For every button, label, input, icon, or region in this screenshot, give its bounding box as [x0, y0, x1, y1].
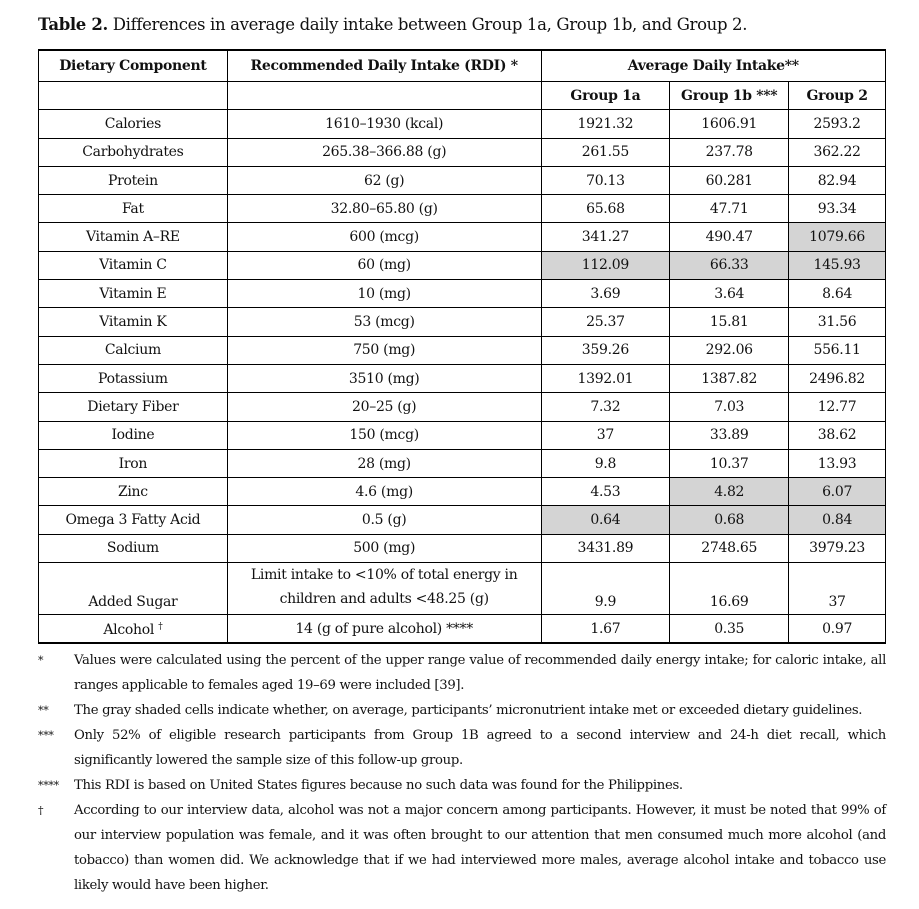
cell-group-1a — [541, 251, 670, 279]
cell-rdi-text: 62 (g) — [363, 172, 405, 189]
table-row — [39, 563, 886, 615]
header-rdi: Recommended Daily Intake (RDI) * — [227, 50, 541, 82]
cell-group-1a-text: 65.68 — [586, 200, 625, 217]
cell-dietary-component — [39, 563, 228, 615]
cell-rdi-text: 14 (g of pure alcohol) **** — [295, 620, 473, 637]
cell-group-1a — [541, 364, 670, 392]
cell-rdi-text: 4.6 (mg) — [355, 483, 413, 500]
cell-group-2 — [789, 534, 886, 562]
footnote-text: The gray shaded cells indicate whether, on average, participants’ micronutrient intake met or exceeded dietary guidelines. — [74, 703, 863, 718]
cell-group-2 — [789, 421, 886, 449]
cell-dietary-component — [39, 336, 228, 364]
cell-group-2 — [789, 563, 886, 615]
cell-group-1b-text: 3.64 — [714, 285, 745, 302]
cell-rdi — [227, 138, 541, 166]
table-row — [39, 308, 886, 336]
cell-group-1a-text: 3.69 — [590, 285, 621, 302]
cell-rdi — [227, 308, 541, 336]
cell-rdi-text: 20–25 (g) — [352, 398, 417, 415]
cell-group-1b-text: 15.81 — [709, 314, 749, 331]
cell-group-1a-text: 112.09 — [581, 257, 629, 274]
header-blank-1 — [39, 82, 228, 110]
table-row — [39, 138, 886, 166]
cell-dietary-component-text: Dietary Fiber — [87, 398, 179, 415]
cell-group-1b — [670, 563, 789, 615]
cell-group-1b — [670, 478, 789, 506]
cell-group-2-text: 37 — [828, 594, 846, 611]
cell-group-1a-text: 0.64 — [590, 512, 621, 529]
cell-group-1a — [541, 478, 670, 506]
table-row — [39, 393, 886, 421]
cell-dietary-component-text: Added Sugar — [88, 594, 178, 611]
cell-rdi — [227, 449, 541, 477]
cell-group-2-text: 2593.2 — [813, 115, 861, 132]
table-footnotes — [38, 648, 886, 898]
cell-group-2 — [789, 110, 886, 138]
cell-dietary-component-text: Iodine — [111, 427, 155, 444]
cell-group-1a-text: 261.55 — [581, 144, 629, 161]
cell-group-1a — [541, 534, 670, 562]
cell-dietary-component — [39, 138, 228, 166]
cell-group-2-text: 362.22 — [813, 144, 861, 161]
cell-rdi-text: 750 (mg) — [353, 342, 416, 359]
intake-table — [38, 49, 886, 644]
cell-group-2 — [789, 251, 886, 279]
cell-group-1b-text: 1606.91 — [701, 115, 758, 132]
cell-group-2-text: 0.97 — [822, 620, 853, 637]
header-blank-2 — [227, 82, 541, 110]
cell-group-1b — [670, 280, 789, 308]
cell-group-1b-text: 10.37 — [709, 455, 749, 472]
table-row — [39, 478, 886, 506]
cell-group-1a — [541, 166, 670, 194]
cell-group-2-text: 556.11 — [813, 342, 861, 359]
cell-rdi — [227, 393, 541, 421]
cell-group-2 — [789, 615, 886, 644]
cell-rdi-text: 265.38–366.88 (g) — [322, 144, 447, 161]
cell-group-2-text: 6.07 — [822, 483, 853, 500]
cell-rdi — [227, 534, 541, 562]
cell-group-1b-text: 2748.65 — [701, 540, 758, 557]
cell-rdi — [227, 251, 541, 279]
dagger-mark: † — [158, 622, 163, 633]
cell-dietary-component — [39, 393, 228, 421]
table-row — [39, 195, 886, 223]
table-row — [39, 615, 886, 644]
cell-rdi — [227, 280, 541, 308]
cell-group-2 — [789, 393, 886, 421]
cell-group-2-text: 82.94 — [817, 172, 857, 189]
cell-group-1a — [541, 280, 670, 308]
cell-rdi-text: 10 (mg) — [357, 285, 411, 302]
cell-group-1b — [670, 223, 789, 251]
cell-group-1a-text: 9.9 — [594, 594, 617, 611]
cell-dietary-component-text: Iron — [118, 455, 148, 472]
table-row — [39, 251, 886, 279]
cell-group-2 — [789, 166, 886, 194]
footnote-text: Only 52% of eligible research participants from Group 1B agreed to a second interview and 24-h diet recall, which significantly lowered the sample size of this follow-up group. — [74, 728, 886, 768]
cell-dietary-component-text: Zinc — [117, 483, 148, 500]
cell-dietary-component — [39, 166, 228, 194]
cell-rdi — [227, 166, 541, 194]
cell-group-1b-text: 16.69 — [709, 594, 749, 611]
cell-group-1a-text: 4.53 — [590, 483, 621, 500]
cell-group-1a-text: 341.27 — [581, 229, 629, 246]
cell-group-1b — [670, 393, 789, 421]
cell-dietary-component-text: Protein — [107, 172, 158, 189]
cell-group-1b-text: 47.71 — [709, 200, 749, 217]
header-average-daily-intake: Average Daily Intake** — [541, 50, 885, 82]
cell-dietary-component — [39, 534, 228, 562]
footnote-mark: † — [38, 804, 44, 817]
cell-group-1a — [541, 421, 670, 449]
cell-group-1b — [670, 166, 789, 194]
footnote — [38, 798, 886, 898]
cell-group-2 — [789, 336, 886, 364]
footnote-text: Values were calculated using the percent of the upper range value of recommended daily energy intake; for caloric intake, all ranges applicable to females aged 19–69 were included [39]. — [74, 653, 886, 693]
cell-group-2 — [789, 138, 886, 166]
cell-rdi-text: Limit intake to <10% of total energy in children and adults <48.25 (g) — [250, 567, 518, 608]
cell-rdi-text: 600 (mcg) — [349, 229, 419, 246]
cell-group-1b-text: 60.281 — [705, 172, 753, 189]
cell-rdi — [227, 223, 541, 251]
cell-group-1a-text: 1921.32 — [577, 115, 634, 132]
cell-dietary-component — [39, 280, 228, 308]
cell-group-1a — [541, 223, 670, 251]
cell-group-1b — [670, 421, 789, 449]
cell-rdi — [227, 506, 541, 534]
cell-group-2 — [789, 195, 886, 223]
cell-dietary-component-text: Calcium — [104, 342, 161, 359]
cell-rdi — [227, 364, 541, 392]
cell-group-2-text: 3979.23 — [809, 540, 865, 557]
cell-group-1a-text: 359.26 — [581, 342, 629, 359]
cell-group-1a — [541, 449, 670, 477]
cell-dietary-component-text: Vitamin E — [99, 285, 167, 302]
cell-group-1b-text: 292.06 — [705, 342, 753, 359]
cell-group-1a-text: 7.32 — [590, 398, 621, 415]
cell-group-2-text: 1079.66 — [809, 229, 865, 246]
cell-dietary-component-text: Carbohydrates — [82, 144, 184, 161]
cell-group-1b — [670, 138, 789, 166]
cell-group-2 — [789, 506, 886, 534]
header-group-1b: Group 1b *** — [670, 82, 789, 110]
cell-rdi-text: 500 (mg) — [353, 540, 416, 557]
cell-rdi-text: 0.5 (g) — [361, 512, 407, 529]
cell-rdi-text: 1610–1930 (kcal) — [325, 115, 444, 132]
cell-rdi-text: 32.80–65.80 (g) — [330, 200, 438, 217]
cell-group-2 — [789, 308, 886, 336]
cell-group-1b-text: 4.82 — [714, 483, 745, 500]
cell-group-1b-text: 490.47 — [705, 229, 753, 246]
caption-text: Differences in average daily intake between Group 1a, Group 1b, and Group 2. — [107, 15, 748, 34]
cell-dietary-component-text: Omega 3 Fatty Acid — [65, 512, 201, 529]
cell-group-1a-text: 1.67 — [590, 620, 621, 637]
table-row — [39, 534, 886, 562]
cell-group-1b-text: 0.68 — [714, 512, 745, 529]
caption-label: Table 2. — [38, 15, 108, 34]
cell-rdi-text: 150 (mcg) — [349, 427, 419, 444]
cell-rdi — [227, 336, 541, 364]
cell-dietary-component-text: Fat — [121, 200, 144, 217]
cell-group-2-text: 2496.82 — [809, 370, 865, 387]
cell-group-2-text: 31.56 — [817, 314, 857, 331]
cell-group-2 — [789, 280, 886, 308]
table-row — [39, 364, 886, 392]
cell-group-1b — [670, 615, 789, 644]
cell-dietary-component — [39, 615, 228, 644]
cell-group-1b-text: 66.33 — [709, 257, 749, 274]
header-group-1a: Group 1a — [541, 82, 670, 110]
cell-rdi — [227, 421, 541, 449]
header-dietary-component: Dietary Component — [39, 50, 228, 82]
footnote-mark: * — [38, 654, 44, 667]
cell-group-1a — [541, 615, 670, 644]
table-caption — [38, 13, 747, 37]
cell-group-1b-text: 33.89 — [709, 427, 749, 444]
cell-group-2-text: 38.62 — [817, 427, 857, 444]
cell-dietary-component-text: Vitamin K — [99, 314, 167, 331]
footnote-mark: ** — [38, 704, 49, 717]
cell-group-1a — [541, 336, 670, 364]
footnote-text: According to our interview data, alcohol was not a major concern among participants. However, it must be noted that 99% of our interview population was female, and it was often brought to our attention that men consumed much more alcohol (and tobacco) than women did. We acknowledge that if we had interviewed more males, average alcohol intake and tobacco use likely would have been higher. — [74, 803, 886, 893]
table-row — [39, 223, 886, 251]
table-row — [39, 506, 886, 534]
cell-group-1b — [670, 364, 789, 392]
cell-group-2 — [789, 364, 886, 392]
cell-group-1a-text: 37 — [596, 427, 614, 444]
footnote — [38, 698, 886, 723]
cell-dietary-component — [39, 110, 228, 138]
header-row-2 — [39, 82, 886, 110]
cell-dietary-component — [39, 478, 228, 506]
cell-dietary-component — [39, 308, 228, 336]
cell-group-1b — [670, 449, 789, 477]
cell-group-1b — [670, 336, 789, 364]
cell-group-2 — [789, 223, 886, 251]
cell-group-1b-text: 237.78 — [705, 144, 753, 161]
cell-dietary-component-text: Calories — [104, 115, 161, 132]
cell-dietary-component-text: Potassium — [98, 370, 168, 387]
cell-dietary-component-text: Sodium — [106, 540, 159, 557]
cell-dietary-component-text: Alcohol — [103, 622, 155, 639]
footnote — [38, 723, 886, 773]
table-row — [39, 336, 886, 364]
cell-group-2-text: 145.93 — [813, 257, 861, 274]
cell-group-1b — [670, 534, 789, 562]
cell-group-1b-text: 7.03 — [714, 398, 745, 415]
cell-dietary-component — [39, 364, 228, 392]
footnote-text: This RDI is based on United States figures because no such data was found for the Philippines. — [74, 778, 683, 793]
cell-rdi — [227, 478, 541, 506]
cell-dietary-component — [39, 449, 228, 477]
table-row — [39, 166, 886, 194]
table-body — [39, 110, 886, 644]
cell-group-1b — [670, 110, 789, 138]
cell-group-1b — [670, 506, 789, 534]
cell-dietary-component-text: Vitamin C — [99, 257, 167, 274]
cell-dietary-component — [39, 195, 228, 223]
cell-rdi-text: 28 (mg) — [357, 455, 411, 472]
cell-rdi — [227, 195, 541, 223]
cell-rdi — [227, 615, 541, 644]
cell-group-1a-text: 9.8 — [594, 455, 617, 472]
cell-group-2-text: 12.77 — [817, 398, 857, 415]
cell-group-2-text: 8.64 — [822, 285, 853, 302]
cell-group-2-text: 13.93 — [817, 455, 857, 472]
cell-dietary-component — [39, 223, 228, 251]
table-row — [39, 449, 886, 477]
cell-group-1a-text: 1392.01 — [577, 370, 634, 387]
table-row — [39, 280, 886, 308]
header-row-1 — [39, 50, 886, 82]
table-row — [39, 421, 886, 449]
cell-group-2-text: 93.34 — [817, 200, 857, 217]
cell-group-1a — [541, 138, 670, 166]
footnote-mark: **** — [38, 779, 59, 792]
cell-group-1a — [541, 506, 670, 534]
cell-dietary-component — [39, 251, 228, 279]
cell-group-1b — [670, 308, 789, 336]
cell-group-1a — [541, 308, 670, 336]
cell-group-1b-text: 0.35 — [714, 620, 745, 637]
cell-rdi-text: 3510 (mg) — [348, 370, 420, 387]
cell-rdi — [227, 110, 541, 138]
cell-rdi-text: 53 (mcg) — [353, 314, 415, 331]
cell-group-1a-text: 3431.89 — [577, 540, 634, 557]
cell-group-2-text: 0.84 — [822, 512, 853, 529]
cell-rdi-text: 60 (mg) — [357, 257, 411, 274]
cell-group-1b — [670, 251, 789, 279]
cell-group-1a — [541, 393, 670, 421]
cell-group-1a-text: 70.13 — [586, 172, 625, 189]
cell-group-2 — [789, 478, 886, 506]
cell-group-1a — [541, 110, 670, 138]
cell-group-1b-text: 1387.82 — [701, 370, 758, 387]
cell-rdi — [227, 563, 541, 615]
footnote — [38, 773, 886, 798]
cell-group-1a — [541, 563, 670, 615]
footnote-mark: *** — [38, 729, 54, 742]
cell-dietary-component-text: Vitamin A–RE — [85, 229, 180, 246]
cell-group-1b — [670, 195, 789, 223]
footnote — [38, 648, 886, 698]
cell-group-1a-text: 25.37 — [586, 314, 625, 331]
table-row — [39, 110, 886, 138]
header-group-2: Group 2 — [789, 82, 886, 110]
cell-dietary-component — [39, 506, 228, 534]
cell-group-1a — [541, 195, 670, 223]
cell-group-2 — [789, 449, 886, 477]
cell-dietary-component — [39, 421, 228, 449]
